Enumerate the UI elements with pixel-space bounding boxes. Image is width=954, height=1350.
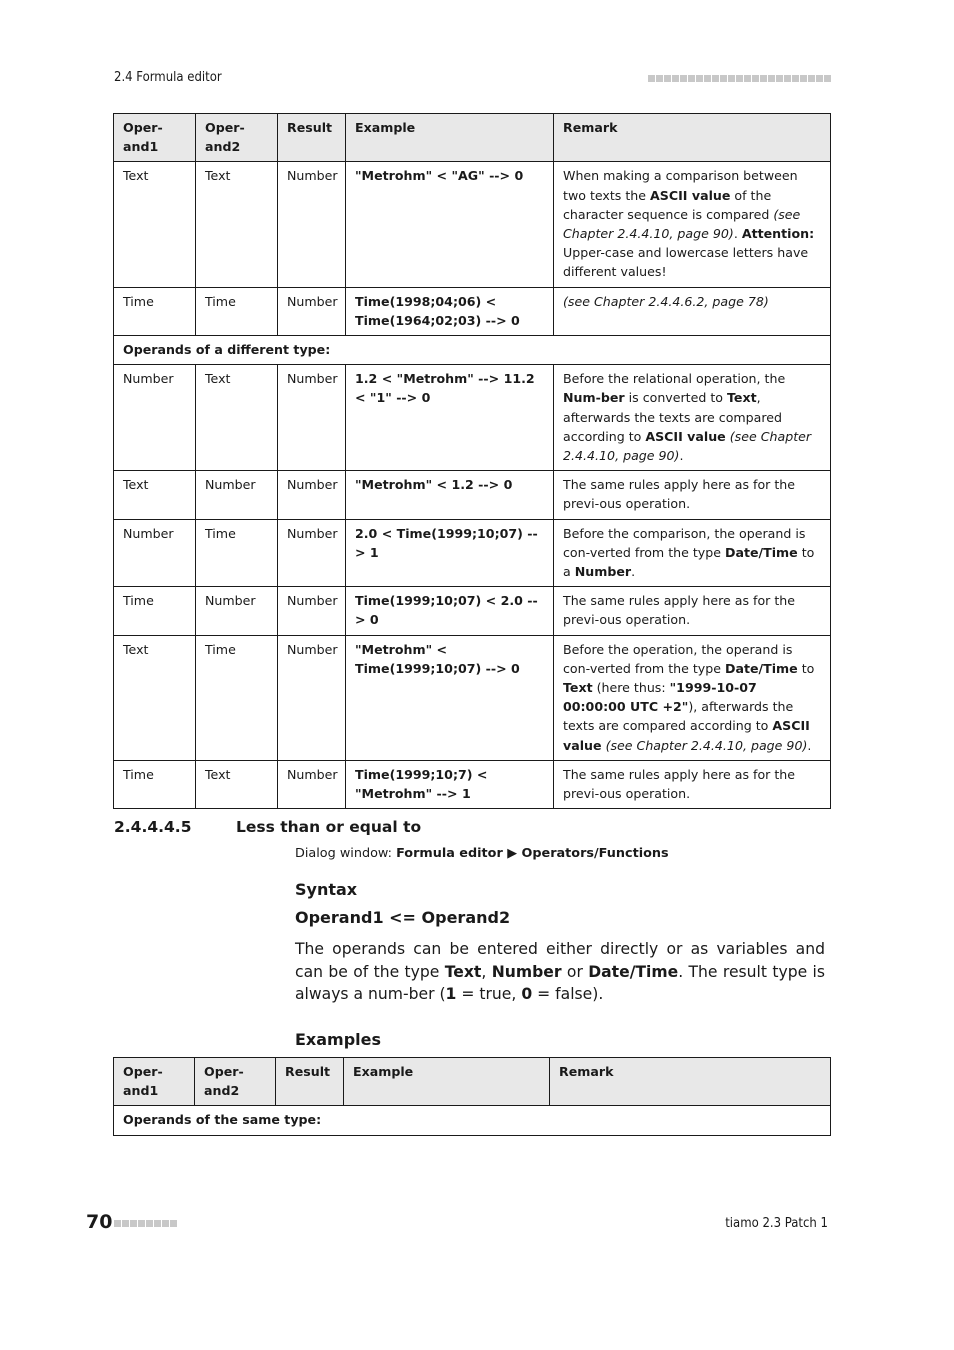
text-run: . The result type is always a num-ber ( xyxy=(295,962,825,1003)
description-paragraph xyxy=(295,938,825,1006)
dialog-path: Formula editor ▶ Operators/Functions xyxy=(396,846,669,861)
text-run: Text xyxy=(444,962,482,981)
examples-heading: Examples xyxy=(295,1030,382,1049)
decor-square xyxy=(146,1220,153,1227)
cell-result: Number xyxy=(278,519,346,587)
decor-square xyxy=(130,1220,137,1227)
cell-remark xyxy=(554,365,831,471)
decor-square xyxy=(776,75,783,82)
decor-square xyxy=(138,1220,145,1227)
col-header-operand1: Oper- and1 xyxy=(114,1058,195,1106)
table-row xyxy=(114,162,831,287)
col-header-result: Result xyxy=(278,114,346,162)
cell-remark xyxy=(554,471,831,519)
cell-remark xyxy=(554,635,831,760)
cell-remark xyxy=(554,162,831,287)
text-run: Text xyxy=(727,390,757,406)
cell-operand1: Text xyxy=(114,162,196,287)
decor-square xyxy=(808,75,815,82)
footer-decoration xyxy=(114,1220,177,1227)
cell-operand1: Number xyxy=(114,519,196,587)
cell-operand2: Text xyxy=(196,760,278,808)
col-header-remark: Remark xyxy=(554,114,831,162)
cell-example: 2.0 < Time(1999;10;07) --> 1 xyxy=(346,519,554,587)
text-run: ASCII value xyxy=(650,187,731,203)
text-run: is converted to xyxy=(624,390,728,406)
cell-example: Time(1998;04;06) < Time(1964;02;03) --> 0 xyxy=(346,287,554,335)
text-run: , afterwards the texts are compared according to xyxy=(563,390,783,444)
cell-remark xyxy=(554,587,831,635)
text-run: . xyxy=(807,737,812,753)
text-run: ASCII value xyxy=(563,718,810,753)
table-row xyxy=(114,471,831,519)
text-run: to xyxy=(797,660,815,676)
text-run: 0 xyxy=(521,985,533,1003)
text-run: (see Chapter 2.4.4.6.2, page 78) xyxy=(563,293,769,309)
decor-square xyxy=(114,1220,121,1227)
cell-remark xyxy=(554,287,831,335)
text-run: Date/Time xyxy=(725,660,798,676)
cell-example: Time(1999;10;7) < "Metrohm" --> 1 xyxy=(346,760,554,808)
text-run: of the character sequence is compared xyxy=(563,187,774,222)
group-row xyxy=(114,1106,831,1135)
cell-operand1: Time xyxy=(114,760,196,808)
cell-remark xyxy=(554,760,831,808)
decor-square xyxy=(680,75,687,82)
text-run: (see Chapter 2.4.4.10, page 90) xyxy=(563,428,812,464)
text-run: The operands can be entered either directly or as variables and can be of the type xyxy=(295,940,825,981)
col-header-operand2: Oper- and2 xyxy=(195,1058,276,1106)
text-run: Number xyxy=(491,962,562,981)
col-header-operand2: Oper- and2 xyxy=(196,114,278,162)
table-header-row xyxy=(114,114,831,162)
decor-square xyxy=(736,75,743,82)
decor-square xyxy=(784,75,791,82)
cell-example: "Metrohm" < "AG" --> 0 xyxy=(346,162,554,287)
group-label-same-type: Operands of the same type: xyxy=(114,1106,831,1135)
col-header-example: Example xyxy=(346,114,554,162)
text-run: (see Chapter 2.4.4.10, page 90) xyxy=(605,737,808,753)
cell-operand1: Text xyxy=(114,635,196,760)
cell-result: Number xyxy=(278,471,346,519)
text-run: = true, xyxy=(456,985,522,1003)
decor-square xyxy=(696,75,703,82)
cell-operand2: Text xyxy=(196,365,278,471)
cell-result: Number xyxy=(278,760,346,808)
text-run: ), afterwards the texts are compared according to xyxy=(563,699,794,734)
decor-square xyxy=(760,75,767,82)
text-run: . xyxy=(679,448,684,464)
table-row xyxy=(114,635,831,760)
running-header-section: 2.4 Formula editor xyxy=(114,70,222,85)
section-number: 2.4.4.4.5 xyxy=(114,818,192,836)
cell-result: Number xyxy=(278,162,346,287)
text-run: = false). xyxy=(532,985,604,1003)
syntax-heading: Syntax xyxy=(295,880,358,899)
text-run: Upper-case and lowercase letters have different values! xyxy=(563,245,809,280)
decor-square xyxy=(122,1220,129,1227)
decor-square xyxy=(704,75,711,82)
text-run: Date/Time xyxy=(588,962,679,981)
decor-square xyxy=(752,75,759,82)
cell-example: "Metrohm" < Time(1999;10;07) --> 0 xyxy=(346,635,554,760)
cell-result: Number xyxy=(278,635,346,760)
decor-square xyxy=(688,75,695,82)
comparison-table-less-equal xyxy=(113,1057,831,1136)
decor-square xyxy=(824,75,831,82)
text-run: (here thus: xyxy=(592,680,670,696)
text-run: (see Chapter 2.4.4.10, page 90) xyxy=(563,206,801,242)
text-run: Before the operation, the operand is con-verted from the type xyxy=(563,641,793,676)
decor-square xyxy=(768,75,775,82)
syntax-expression: Operand1 <= Operand2 xyxy=(295,908,511,927)
cell-operand2: Time xyxy=(196,287,278,335)
text-run: Date/Time xyxy=(725,544,798,560)
decor-square xyxy=(720,75,727,82)
table-row xyxy=(114,519,831,587)
text-run: "1999-10-07 00:00:00 UTC +2" xyxy=(563,680,757,715)
text-run: The same rules apply here as for the previ-ous operation. xyxy=(563,477,796,512)
group-label-different-type: Operands of a different type: xyxy=(114,336,831,365)
decor-square xyxy=(712,75,719,82)
decor-square xyxy=(154,1220,161,1227)
cell-example: Time(1999;10;07) < 2.0 --> 0 xyxy=(346,587,554,635)
cell-operand1: Text xyxy=(114,471,196,519)
col-header-result: Result xyxy=(276,1058,344,1106)
header-decoration xyxy=(648,75,831,82)
text-run: to a xyxy=(563,544,815,580)
decor-square xyxy=(744,75,751,82)
cell-operand2: Number xyxy=(196,587,278,635)
page-number: 70 xyxy=(86,1211,113,1233)
text-run: The same rules apply here as for the previ-ous operation. xyxy=(563,766,796,802)
decor-square xyxy=(170,1220,177,1227)
table-row xyxy=(114,365,831,471)
decor-square xyxy=(656,75,663,82)
cell-operand1: Time xyxy=(114,587,196,635)
col-header-operand1: Oper- and1 xyxy=(114,114,196,162)
decor-square xyxy=(672,75,679,82)
text-run: Text xyxy=(563,680,593,696)
decor-square xyxy=(664,75,671,82)
decor-square xyxy=(728,75,735,82)
dialog-window-line xyxy=(295,846,669,861)
text-run: The same rules apply here as for the previ-ous operation. xyxy=(563,593,796,628)
text-run: or xyxy=(561,962,589,981)
col-header-remark: Remark xyxy=(550,1058,831,1106)
cell-operand1: Time xyxy=(114,287,196,335)
cell-operand2: Time xyxy=(196,635,278,760)
table-row xyxy=(114,587,831,635)
cell-example: "Metrohm" < 1.2 --> 0 xyxy=(346,471,554,519)
text-run: Before the comparison, the operand is con-verted from the type xyxy=(563,525,806,560)
cell-operand2: Text xyxy=(196,162,278,287)
decor-square xyxy=(162,1220,169,1227)
col-header-example: Example xyxy=(344,1058,550,1106)
cell-result: Number xyxy=(278,587,346,635)
text-run: Num-ber xyxy=(563,390,625,406)
text-run: 1 xyxy=(445,985,457,1003)
dialog-prefix: Dialog window: xyxy=(295,846,397,861)
table-row xyxy=(114,287,831,335)
decor-square xyxy=(800,75,807,82)
group-row xyxy=(114,336,831,365)
cell-operand1: Number xyxy=(114,365,196,471)
cell-remark xyxy=(554,519,831,587)
table-row xyxy=(114,760,831,808)
cell-result: Number xyxy=(278,287,346,335)
footer-product: tiamo 2.3 Patch 1 xyxy=(725,1216,828,1231)
text-run: . xyxy=(733,226,742,242)
table-header-row xyxy=(114,1058,831,1106)
decor-square xyxy=(648,75,655,82)
text-run: ASCII value xyxy=(645,428,726,444)
comparison-table-less-than xyxy=(113,113,831,809)
cell-example: 1.2 < "Metrohm" --> 11.2 < "1" --> 0 xyxy=(346,365,554,471)
text-run: . xyxy=(631,564,636,580)
text-run: Before the relational operation, the xyxy=(563,371,786,387)
section-title: Less than or equal to xyxy=(236,818,422,836)
text-run: Number xyxy=(574,564,632,580)
cell-operand2: Number xyxy=(196,471,278,519)
text-run: , xyxy=(481,962,492,981)
decor-square xyxy=(816,75,823,82)
decor-square xyxy=(792,75,799,82)
text-run: Attention: xyxy=(741,226,815,242)
cell-operand2: Time xyxy=(196,519,278,587)
cell-result: Number xyxy=(278,365,346,471)
text-run: When making a comparison between two texts the xyxy=(563,168,798,203)
